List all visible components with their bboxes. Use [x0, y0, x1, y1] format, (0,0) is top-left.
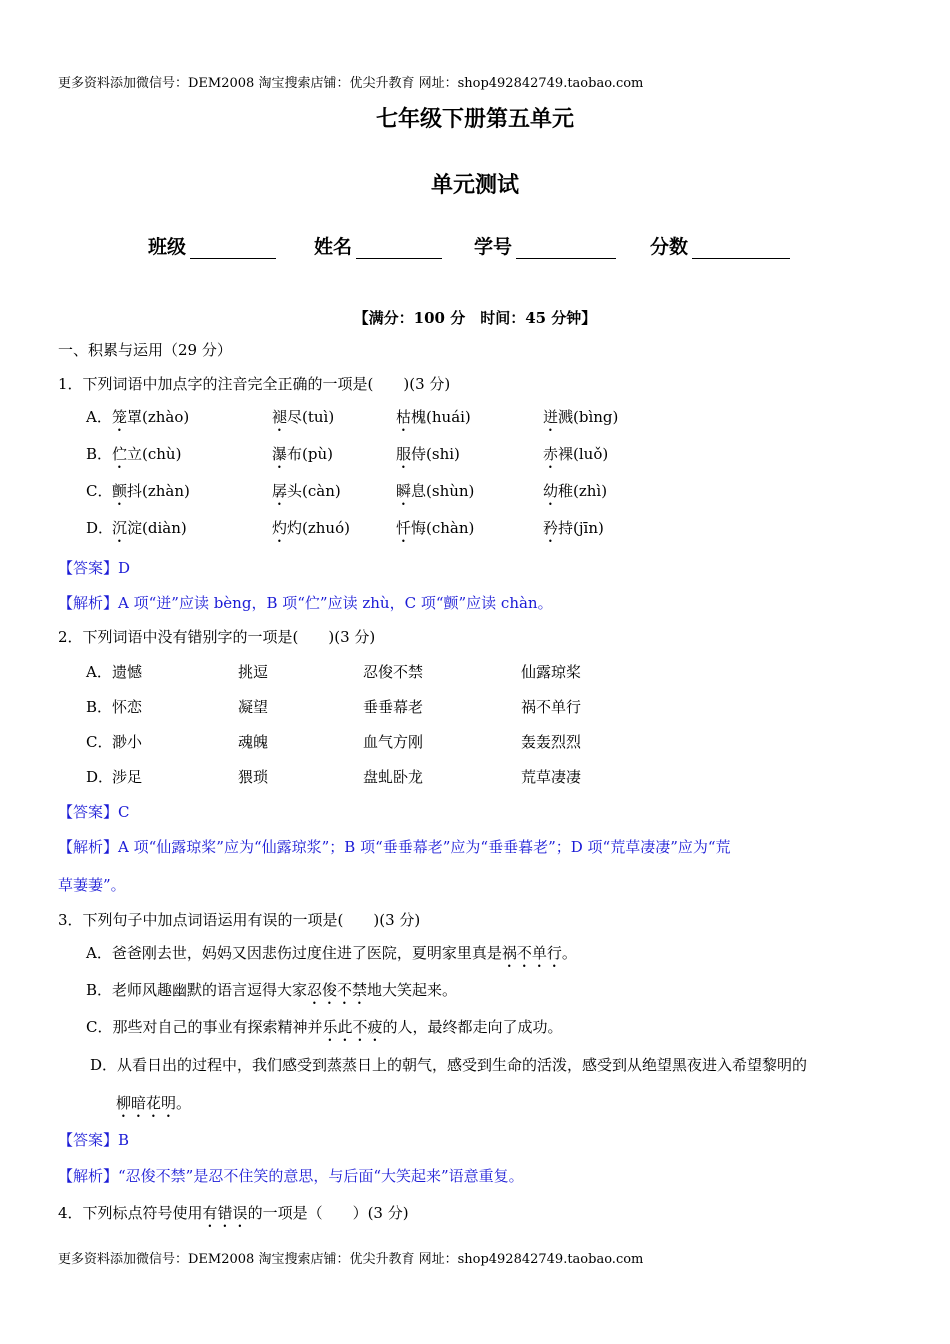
- q1-option-term: 褪尽(tuì): [272, 408, 335, 426]
- q2-option-term: 凝望: [238, 698, 269, 716]
- question-2-stem: 2．下列词语中没有错别字的一项是( )(3 分): [58, 628, 376, 646]
- question-3-option-b: B．老师风趣幽默的语言逗得大家忍俊不禁地大笑起来。: [86, 981, 458, 999]
- document-title: 七年级下册第五单元: [375, 106, 574, 132]
- q1-option-term: 服侍(shi): [396, 445, 460, 463]
- q1-option-term: 幼稚(zhì): [543, 482, 608, 500]
- q1-option-label: C．: [86, 482, 113, 500]
- q1-option-label: A．: [86, 408, 112, 426]
- q1-option-label: D．: [86, 519, 114, 537]
- q2-option-label: C．: [86, 733, 113, 751]
- q2-option-term: 祸不单行: [521, 698, 582, 716]
- q2-option-term: 挑逗: [238, 663, 269, 681]
- q2-option-term: 猥琐: [238, 768, 269, 786]
- q1-option-term: 迸溅(bìng): [543, 408, 619, 426]
- class-blank: [190, 240, 276, 259]
- exam-meta: 【满分：100 分 时间：45 分钟】: [353, 309, 597, 327]
- q2-option-term: 仙露琼桨: [521, 663, 582, 681]
- question-3-explanation: 【解析】“忍俊不禁”是忍不住笑的意思，与后面“大笑起来”语意重复。: [58, 1167, 524, 1185]
- question-3-option-d-cont: 柳暗花明。: [116, 1094, 192, 1112]
- q2-option-term: 盘虬卧龙: [363, 768, 424, 786]
- q1-option-term: 瀑布(pù): [272, 445, 333, 463]
- q1-option-term: 枯槐(huái): [396, 408, 471, 426]
- question-4-stem: 4．下列标点符号使用有错误的一项是（ ）(3 分): [58, 1204, 409, 1222]
- q1-option-term: 赤裸(luǒ): [543, 445, 609, 463]
- q2-option-term: 遗憾: [112, 663, 143, 681]
- question-3-answer: 【答案】B: [58, 1131, 130, 1149]
- name-field: [314, 232, 442, 259]
- q2-option-term: 忍俊不禁: [363, 663, 424, 681]
- q2-option-term: 怀恋: [112, 698, 143, 716]
- q1-option-term: 沉淀(diàn): [112, 519, 187, 537]
- name-blank: [356, 240, 442, 259]
- score-blank: [692, 240, 790, 259]
- q2-option-label: B．: [86, 698, 113, 716]
- q2-option-term: 垂垂幕老: [363, 698, 424, 716]
- question-1-answer: 【答案】D: [58, 559, 131, 577]
- q1-option-term: 伫立(chù): [112, 445, 182, 463]
- q1-option-term: 忏悔(chàn): [396, 519, 475, 537]
- question-1-explanation: 【解析】A 项“迸”应读 bèng，B 项“伫”应读 zhù，C 项“颤”应读 chàn。: [58, 594, 553, 612]
- q2-option-term: 轰轰烈烈: [521, 733, 582, 751]
- question-3-option-d: D．从看日出的过程中，我们感受到蒸蒸日上的朝气，感受到生命的活泼，感受到从绝望黑夜进入希望黎明的: [90, 1056, 808, 1074]
- q1-option-term: 颤抖(zhàn): [112, 482, 190, 500]
- document-subtitle: 单元测试: [430, 172, 519, 198]
- question-3-option-a: A．爸爸刚去世，妈妈又因悲伤过度住进了医院，夏明家里真是祸不单行。: [86, 944, 577, 962]
- question-2-explanation-line2: 草萋萋”。: [58, 876, 126, 894]
- q1-option-term: 灼灼(zhuó): [272, 519, 350, 537]
- student-id-label: 学号: [474, 236, 513, 258]
- class-field: [148, 232, 276, 259]
- name-label: 姓名: [314, 236, 353, 258]
- q1-option-term: 瞬息(shùn): [396, 482, 475, 500]
- q1-option-term: 笼罩(zhào): [112, 408, 190, 426]
- q1-option-label: B．: [86, 445, 113, 463]
- q1-option-term: 矜持(jīn): [543, 519, 604, 537]
- q2-option-term: 涉足: [112, 768, 143, 786]
- question-3-stem: 3．下列句子中加点词语运用有误的一项是( )(3 分): [58, 911, 421, 929]
- section-heading: 一、积累与运用（29 分）: [58, 341, 232, 359]
- q2-option-term: 荒草凄凄: [521, 768, 582, 786]
- student-id-field: [474, 232, 616, 259]
- q2-option-label: A．: [86, 663, 112, 681]
- q2-option-term: 魂魄: [238, 733, 269, 751]
- page-header-note: 更多资料添加微信号：DEM2008 淘宝搜索店铺：优尖升教育 网址：shop492842749.taobao.com: [58, 76, 644, 91]
- q2-option-term: 渺小: [112, 733, 143, 751]
- question-3-option-c: C．那些对自己的事业有探索精神并乐此不疲的人，最终都走向了成功。: [86, 1018, 563, 1036]
- class-label: 班级: [148, 236, 187, 258]
- question-1-stem: 1．下列词语中加点字的注音完全正确的一项是( )(3 分): [58, 375, 451, 393]
- q1-option-term: 孱头(càn): [272, 482, 341, 500]
- question-2-answer: 【答案】C: [58, 803, 130, 821]
- student-id-blank: [516, 240, 616, 259]
- q2-option-label: D．: [86, 768, 114, 786]
- question-2-explanation-line1: 【解析】A 项“仙露琼桨”应为“仙露琼浆”；B 项“垂垂幕老”应为“垂垂暮老”；D 项“荒草凄凄”应为“荒: [58, 838, 731, 856]
- page-footer-note: 更多资料添加微信号：DEM2008 淘宝搜索店铺：优尖升教育 网址：shop492842749.taobao.com: [58, 1252, 644, 1267]
- score-label: 分数: [650, 236, 689, 258]
- score-field: [650, 232, 790, 259]
- q2-option-term: 血气方刚: [363, 733, 424, 751]
